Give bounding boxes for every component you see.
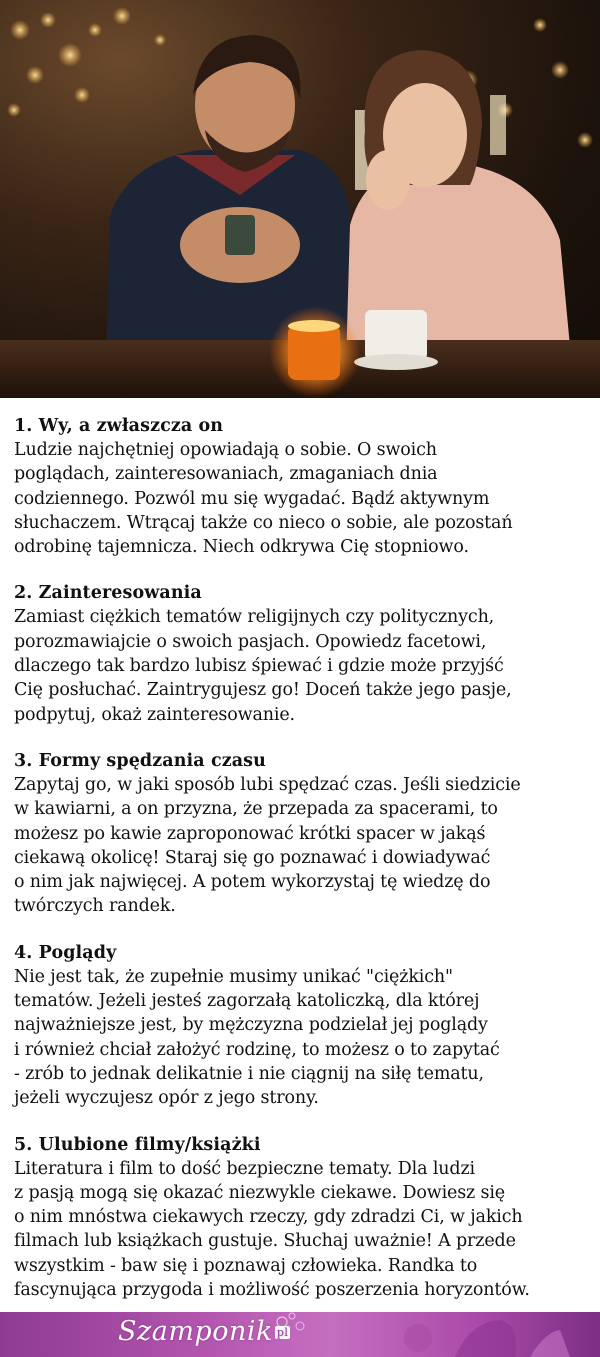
section-2 [14, 581, 594, 726]
section-title: 2. Zainteresowania [14, 583, 202, 604]
section-text: Nie jest tak, że zupełnie musimy unikać "ciężkich" tematów. Jeżeli jesteś zagorzałą katoliczką, dla której najważniejsze jest, by mężczyzna podzielał jej poglądy i również chciał założyć rodzinę, to możesz o to zapytać - zrób to jednak delikatnie i nie ciągnij na siłę tematu, jeżeli wyczujesz opór z jego strony. [14, 966, 500, 1109]
logo-text: Szamponik [118, 1316, 273, 1347]
section-text: Ludzie najchętniej opowiadają o sobie. O swoich poglądach, zainteresowaniach, zmaganiach dnia codziennego. Pozwól mu się wygadać. Bądź aktywnym słuchaczem. Wtrącaj także co nieco o sobie, ale pozostań odrobinę tajemnicza. Niech odkrywa Cię stopniowo. [14, 440, 513, 558]
section-1 [14, 414, 594, 559]
site-logo[interactable] [118, 1316, 290, 1347]
logo-suffix: pl [276, 1326, 289, 1339]
couple-cafe-illustration [0, 0, 600, 398]
section-4 [14, 941, 594, 1111]
section-3 [14, 749, 594, 919]
section-title: 3. Formy spędzania czasu [14, 750, 266, 771]
bubbles-decoration [0, 1312, 600, 1357]
section-title: 1. Wy, a zwłaszcza on [14, 416, 224, 436]
hero-photo [0, 0, 600, 398]
section-title: 4. Poglądy [14, 942, 117, 963]
section-text: Literatura i film to dość bezpieczne tematy. Dla ludzi z pasją mogą się okazać niezwykle ciekawe. Dowiesz się o nim mnóstwa ciekawych rzeczy, gdy zdradzi Ci, w jakich filmach lub książkach gustuje. Słuchaj uważnie! A przede wszystkim - baw się i poznawaj człowieka. Randka to fascynująca przygoda i możliwość poszerzenia horyzontów. [14, 1158, 530, 1301]
section-5 [14, 1133, 594, 1303]
section-text: Zamiast ciężkich tematów religijnych czy politycznych, porozmawiajcie o swoich pasjach. Opowiedz facetowi, dlaczego tak bardzo lubisz śpiewać i gdzie może przyjść Cię posłuchać. Zaintrygujesz go! Doceń także jego pasje, podpytuj, okaż zainteresowanie. [14, 607, 512, 725]
site-footer-banner [0, 1312, 600, 1357]
article-body [14, 414, 594, 1324]
section-text: Zapytaj go, w jaki sposób lubi spędzać czas. Jeśli siedzicie w kawiarni, a on przyzna, że przepada za spacerami, to możesz po kawie zaproponować krótki spacer w jakąś ciekawą okolicę! Staraj się go poznawać i dowiadywać o nim jak najwięcej. A potem wykorzystaj tę wiedzę do twórczych randek. [14, 774, 521, 917]
section-title: 5. Ulubione filmy/książki [14, 1134, 261, 1155]
